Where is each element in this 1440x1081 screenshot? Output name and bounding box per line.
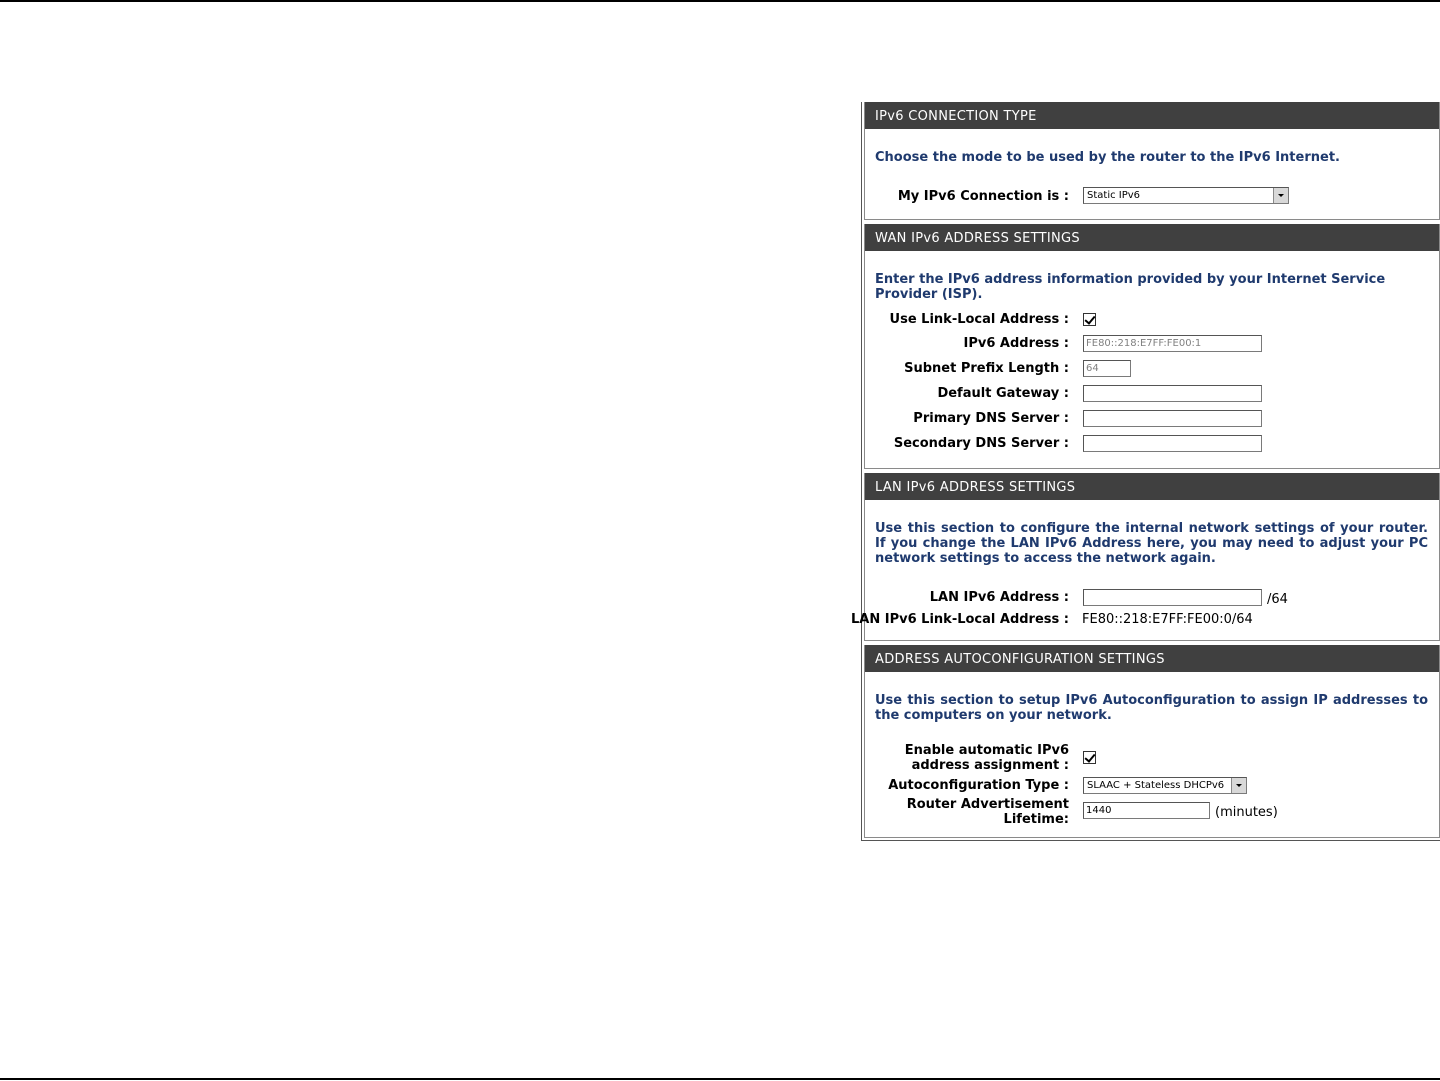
wan-description: Enter the IPv6 address information provided by your Internet Service Provider (ISP). — [875, 272, 1386, 302]
lifetime-label-line1: Router Advertisement — [906, 797, 1069, 812]
connection-type-header: IPv6 CONNECTION TYPE — [865, 102, 1439, 129]
enable-autoconfig-label-line1: Enable automatic IPv6 — [904, 743, 1069, 758]
wan-section — [864, 224, 1440, 469]
primary-dns-label: Primary DNS Server : — [913, 411, 1069, 426]
top-rule — [0, 0, 1440, 2]
link-local-label: Use Link-Local Address : — [889, 312, 1069, 327]
enable-autoconfig-label — [905, 743, 1069, 773]
autoconfig-header: ADDRESS AUTOCONFIGURATION SETTINGS — [865, 645, 1439, 672]
connection-type-description: Choose the mode to be used by the router to the IPv6 Internet. — [875, 150, 1340, 165]
lan-header: LAN IPv6 ADDRESS SETTINGS — [865, 473, 1439, 500]
lifetime-label-line2: Lifetime: — [1003, 812, 1069, 827]
lifetime-label — [907, 797, 1069, 827]
secondary-dns-input[interactable] — [1083, 435, 1262, 452]
connection-type-select[interactable] — [1083, 187, 1289, 204]
autoconfig-section — [864, 645, 1440, 838]
autoconfig-type-select[interactable] — [1083, 777, 1247, 794]
connection-type-value: Static IPv6 — [1087, 190, 1141, 201]
primary-dns-input[interactable] — [1083, 410, 1262, 427]
connection-type-section — [864, 102, 1440, 220]
enable-autoconfig-checkbox[interactable] — [1083, 751, 1096, 764]
chevron-down-icon[interactable] — [1273, 188, 1288, 203]
lifetime-input[interactable]: 1440 — [1083, 802, 1210, 819]
ipv6-settings-panel — [851, 102, 1440, 841]
wan-header: WAN IPv6 ADDRESS SETTINGS — [865, 224, 1439, 251]
lifetime-unit: (minutes) — [1215, 805, 1278, 820]
lan-section — [851, 473, 1440, 641]
link-local-checkbox[interactable] — [1083, 313, 1096, 326]
autoconfig-type-label: Autoconfiguration Type : — [888, 778, 1069, 793]
lan-address-suffix: /64 — [1267, 592, 1288, 607]
secondary-dns-label: Secondary DNS Server : — [893, 436, 1069, 451]
ipv6-address-label: IPv6 Address : — [963, 336, 1069, 351]
lan-link-local-value: FE80::218:E7FF:FE00:0/64 — [1082, 612, 1253, 627]
connection-type-label: My IPv6 Connection is : — [897, 189, 1069, 204]
default-gateway-input[interactable] — [1083, 385, 1262, 402]
autoconfig-description: Use this section to setup IPv6 Autoconfiguration to assign IP addresses to the computers on your network. — [875, 693, 1428, 723]
ipv6-address-input[interactable]: FE80::218:E7FF:FE00:1 — [1083, 335, 1262, 352]
lan-link-local-label: LAN IPv6 Link-Local Address : — [851, 612, 1069, 627]
prefix-length-label: Subnet Prefix Length : — [904, 361, 1069, 376]
enable-autoconfig-label-line2: address assignment : — [911, 758, 1069, 773]
chevron-down-icon[interactable] — [1231, 778, 1246, 793]
bottom-rule — [0, 1078, 1440, 1080]
lan-address-input[interactable] — [1083, 589, 1262, 606]
default-gateway-label: Default Gateway : — [937, 386, 1069, 401]
autoconfig-type-value: SLAAC + Stateless DHCPv6 — [1087, 780, 1225, 791]
prefix-length-input[interactable]: 64 — [1083, 360, 1131, 377]
lan-address-label: LAN IPv6 Address : — [929, 590, 1069, 605]
lan-description: Use this section to configure the internal network settings of your router. If you change the LAN IPv6 Address here, you may need to adjust your PC network settings to access the network again. — [875, 521, 1428, 566]
